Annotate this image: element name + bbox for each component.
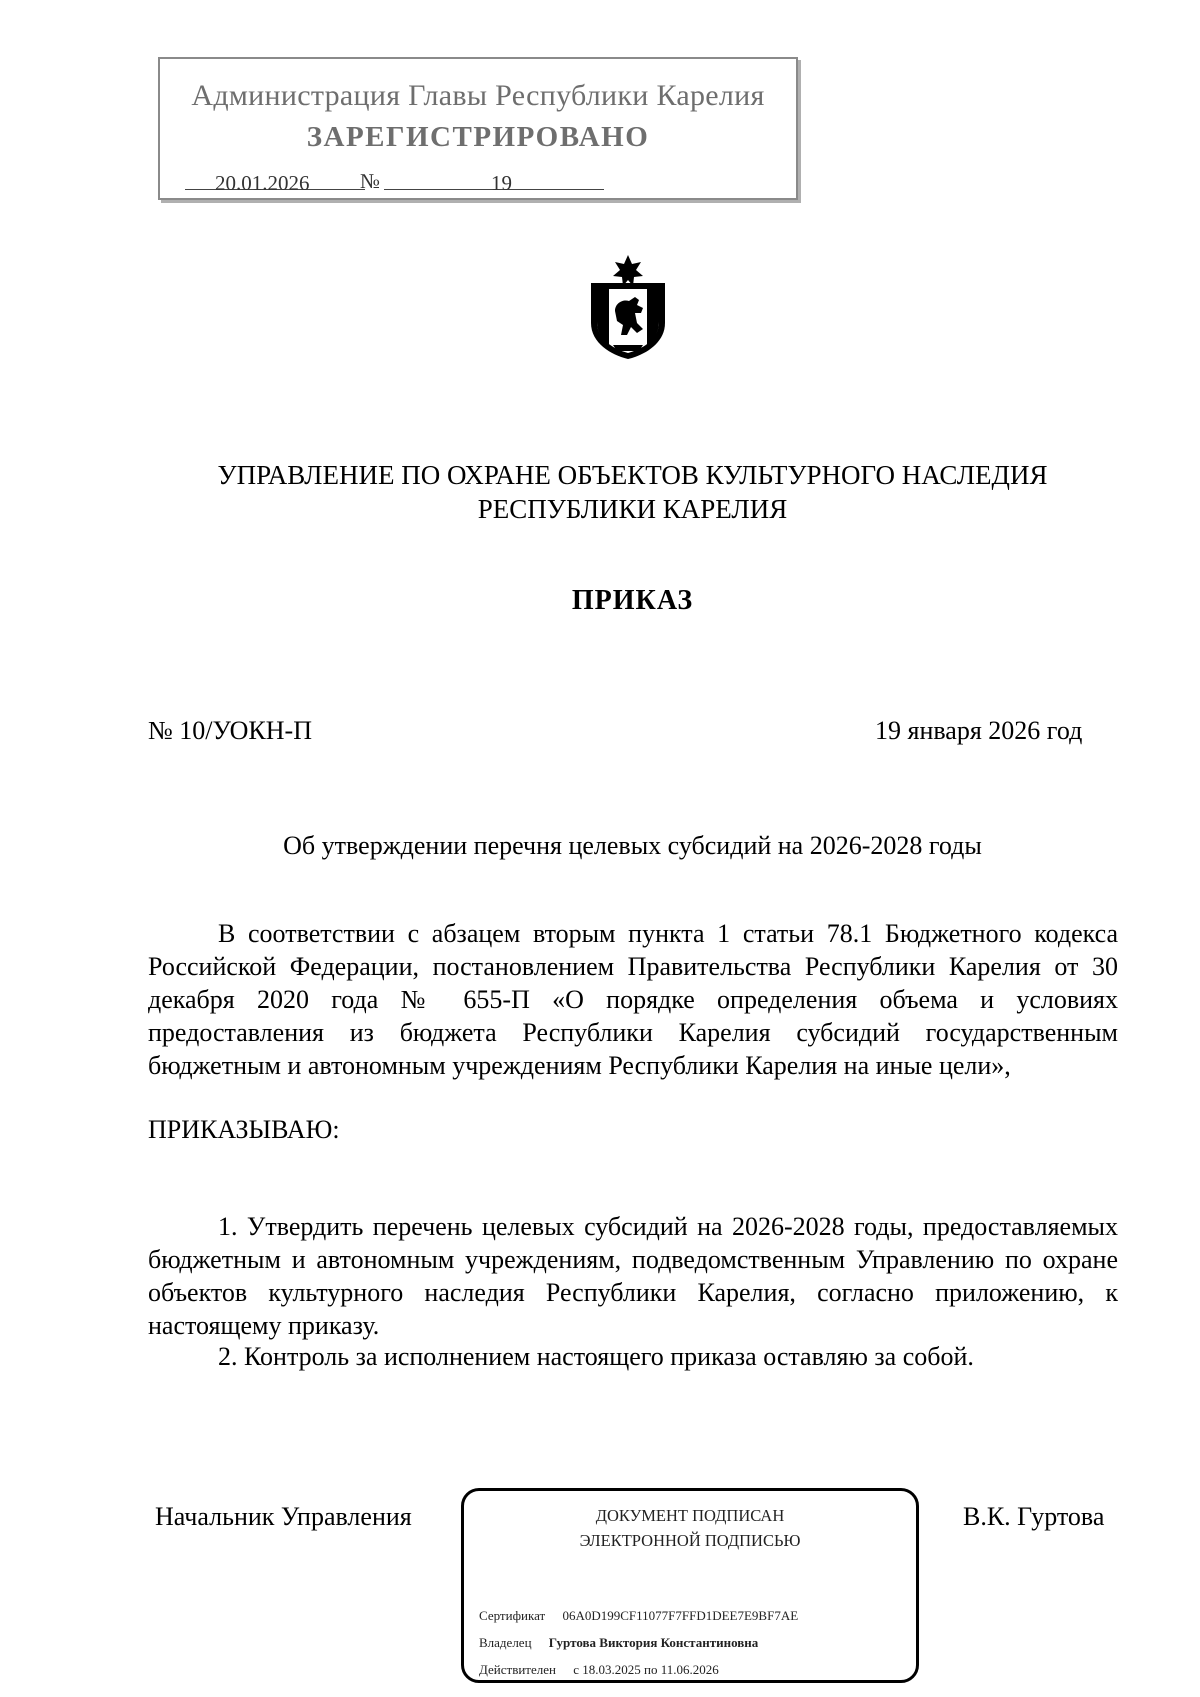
order-item-2: 2. Контроль за исполнением настоящего приказа оставляю за собой. (218, 1342, 974, 1371)
registration-date: 20.01.2026 (215, 171, 310, 195)
signer-title: Начальник Управления (155, 1502, 412, 1531)
document-type: ПРИКАЗ (571, 585, 694, 616)
esign-certificate-label: Сертификат (479, 1608, 546, 1623)
esign-header-line2: ЭЛЕКТРОННОЙ ПОДПИСЬЮ (579, 1531, 801, 1550)
organization-name-line2: РЕСПУБЛИКИ КАРЕЛИЯ (477, 494, 788, 524)
signer-name: В.К. Гуртова (963, 1502, 1105, 1531)
esign-owner-label: Владелец (479, 1635, 532, 1650)
esign-header-line1: ДОКУМЕНТ ПОДПИСАН (595, 1506, 785, 1525)
esign-valid-value: с 18.03.2025 по 11.06.2026 (573, 1662, 719, 1677)
order-date: 19 января 2026 год (875, 716, 1083, 745)
registration-stamp (158, 57, 798, 200)
order-subject: Об утверждении перечня целевых субсидий на 2026-2028 годы (283, 831, 982, 860)
organization-name-line1: УПРАВЛЕНИЕ ПО ОХРАНЕ ОБЪЕКТОВ КУЛЬТУРНОГО НАСЛЕДИЯ (217, 460, 1048, 490)
decree-word: ПРИКАЗЫВАЮ: (148, 1115, 340, 1144)
registration-number: 19 (491, 171, 512, 195)
esign-certificate-row (479, 1608, 798, 1624)
preamble-paragraph: В соответствии с абзацем вторым пункта 1 статьи 78.1 Бюджетного кодекса Российской Федерации, постановлением Правительства Республики Карелия от 30 декабря 2020 года № 655-П «О порядке определения объема и условиях предоставления из бюджета Республики Карелия субсидий государственным бюджетным и автономным учреждениям Республики Карелия на иные цели», (148, 919, 1118, 1080)
esign-owner-value: Гуртова Виктория Константиновна (548, 1635, 759, 1650)
esign-owner-row (479, 1635, 758, 1651)
esign-valid-label: Действителен (479, 1662, 556, 1677)
registration-number-sign: № (360, 169, 381, 193)
registration-stamp-status: ЗАРЕГИСТРИРОВАНО (306, 121, 650, 153)
registration-stamp-organization: Администрация Главы Республики Карелия (191, 79, 765, 112)
order-item-1: 1. Утвердить перечень целевых субсидий на 2026-2028 годы, предоставляемых бюджетным и автономным учреждениям, подведомственным Управлению по охране объектов культурного наследия Республики Карелия, согласно приложению, к настоящему приказу. (148, 1212, 1118, 1340)
order-number: № 10/УОКН-П (148, 716, 312, 745)
karelia-coat-of-arms-icon (583, 253, 673, 361)
organization-name (0, 458, 1200, 526)
electronic-signature-stamp (461, 1488, 919, 1683)
esign-header (464, 1503, 916, 1553)
esign-certificate-value: 06A0D199CF11077F7FFD1DEE7E9BF7AE (562, 1608, 799, 1623)
esign-valid-row (479, 1662, 719, 1678)
